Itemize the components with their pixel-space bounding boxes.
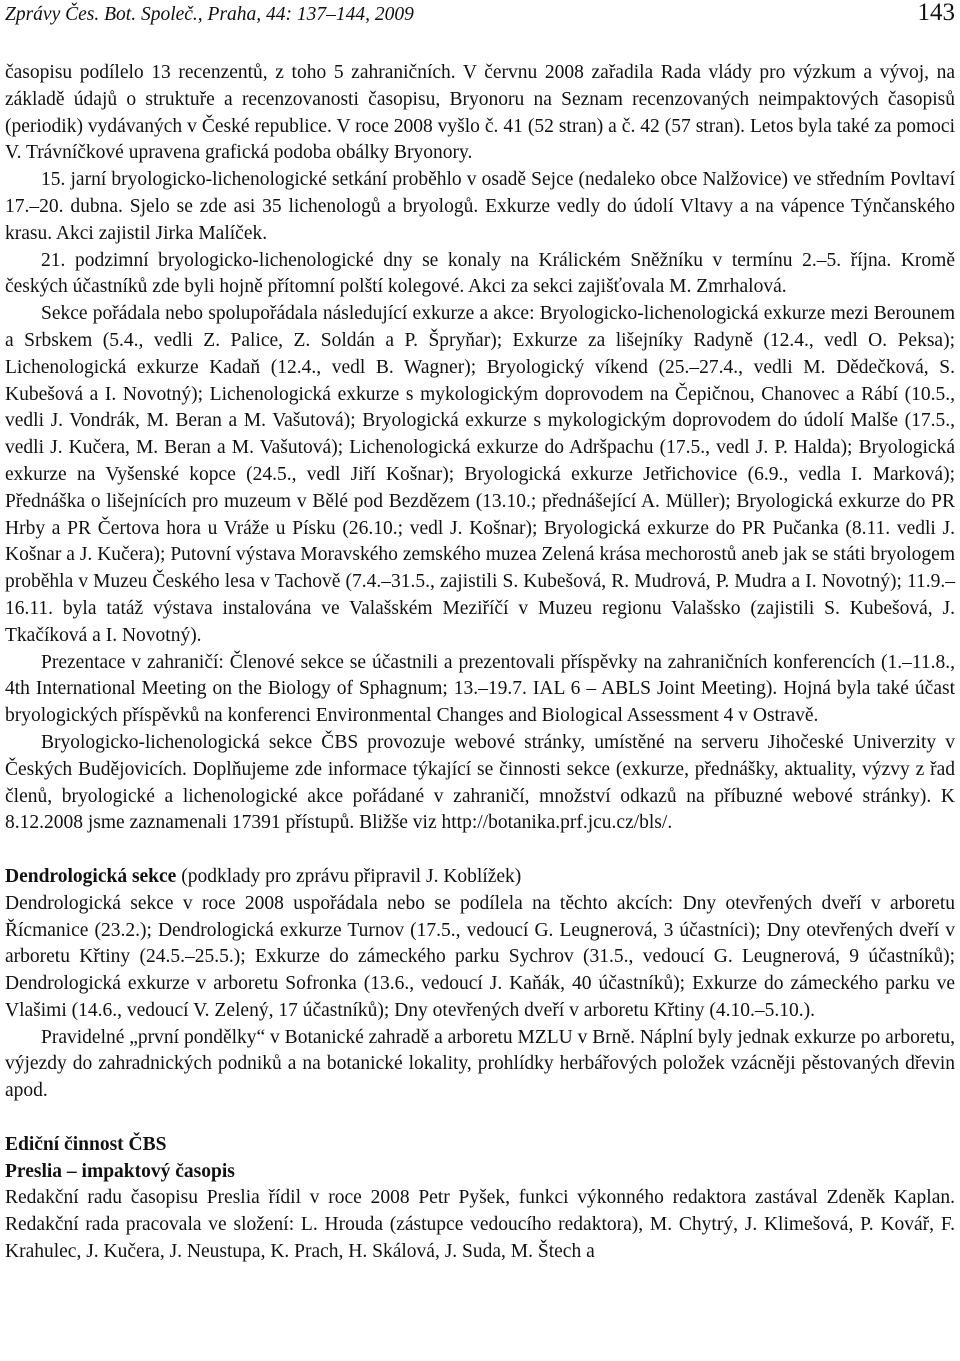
paragraph-website: Bryologicko-lichenologická sekce ČBS provozuje webové stránky, umístěné na serveru Jihočeské Univerzity v Českých Budějovicích. Doplňujeme zde informace týkající se činnosti sekce (exkurze, přednášky, aktuality, výzvy z řad členů, bryologické a lichenologické akce pořádané v zahraničí, množství odkazů na příbuzné webové stránky). K 8.12.2008 jsme zaznamenali 17391 přístupů. Bližše viz http://botanika.prf.jcu.cz/bls/. (5, 731, 955, 834)
paragraph-spring-meeting: 15. jarní bryologicko-lichenologické setkání proběhlo v osadě Sejce (nedaleko obce Nalžovice) ve středním Povltaví 17.–20. dubna. Sjelo se zde asi 35 lichenologů a bryologů. Exkurze vedly do údolí Vltavy a na vápence Týnčanského krasu. Akci zajistil Jirka Malíček. (5, 169, 955, 244)
page-number: 143 (917, 0, 955, 26)
paragraph-abroad: Prezentace v zahraničí: Členové sekce se účastnili a prezentovali příspěvky na zahraničních konferencích (1.–11.8., 4th International Meeting on the Biology of Sphagnum; 13.–19.7. IAL 6 – ABLS Joint Meeting). Hojná byla také účast bryologických příspěvků na konferenci Environmental Changes and Biological Assessment 4 v Ostravě. (5, 651, 955, 727)
paragraph-dendro-events: Dendrologická sekce v roce 2008 uspořádala nebo se podílela na těchto akcích: Dny otevřených dveří v arboretu Řícmanice (23.2.); Dendrologická exkurze Turnov (17.5., vedoucí G. Leugnerová, 3 účastníci); Dny otevřených dveří v arboretu Křtiny (24.5.–25.5.); Exkurze do zámeckého parku Sychrov (31.5., vedoucí G. Leugnerová, 9 účastníků); Dendrologická exkurze v arboretu Sofronka (13.6., vedoucí J. Kaňák, 40 účastníků); Exkurze do zámeckého parku ve Vlašimi (14.6., vedoucí V. Zelený, 17 účastníků); Dny otevřených dveří v arboretu Křtiny (4.10.–5.10.). (5, 892, 955, 1021)
paragraph-excursions: Sekce pořádala nebo spolupořádala následující exkurze a akce: Bryologicko-lichenologická exkurze mezi Berounem a Srbskem (5.4., vedli Z. Palice, Z. Soldán a P. Špryňar); Exkurze za lišejníky Radyně (12.4., vedl O. Peksa); Lichenologická exkurze Kadaň (12.4., vedl B. Wagner); Bryologický víkend (25.–27.4., vedli M. Dědečková, S. Kubešová a I. Novotný); Lichenologická exkurze s mykologickým doprovodem na Čepičnou, Chanovec a Rábí (10.5., vedli J. Vondrák, M. Beran a M. Vašutová); Bryologická exkurze s mykologickým doprovodem do údolí Malše (17.5., vedli J. Kučera, M. Beran a M. Vašutová); Lichenologická exkurze do Adršpachu (17.5., vedl J. P. Halda); Bryologická exkurze na Vyšenské kopce (24.5., vedl Jiří Košnar); Bryologická exkurze Jetřichovice (6.9., vedla I. Marková); Přednáška o lišejnících pro muzeum v Bělé pod Bezdězem (13.10.; přednášející A. Müller); Bryologická exkurze do PR Hrby a PR Čertova hora u Vráže u Písku (26.10.; vedl J. Košnar); Bryologická exkurze do PR Pučanka (8.11. vedli J. Košnar a J. Kučera); Putovní výstava Moravského zemského muzea Zelená krása mechorostů aneb jak se státi bryologem proběhla v Muzeu Českého lesa v Tachově (7.4.–31.5., zajistili S. Kubešová, R. Mudrová, P. Mudra a I. Novotný); 11.9.–16.11. byla tatáž výstava instalována ve Valašském Meziříčí v Muzeu regionu Valašsko (zajistili S. Kubešová, J. Tkačíková a I. Novotný). (5, 303, 955, 646)
edicni-heading: Ediční činnost ČBS (5, 1133, 167, 1155)
page-header (5, 0, 955, 46)
running-title: Zprávy Čes. Bot. Společ., Praha, 44: 137–144, 2009 (5, 4, 414, 25)
paragraph-preslia: Redakční radu časopisu Preslia řídil v roce 2008 Petr Pyšek, funkci výkonného redaktora zastával Zdeněk Kaplan. Redakční rada pracovala ve složení: L. Hrouda (zástupce vedoucího redaktora), M. Chytrý, J. Klimešová, P. Kovář, F. Krahulec, J. Kučera, J. Neustupa, K. Prach, H. Skálová, J. Suda, M. Štech a (5, 1187, 955, 1263)
page-body (5, 60, 955, 1266)
dendro-heading-note: (podklady pro zprávu připravil J. Koblížek) (176, 865, 522, 887)
paragraph-bryonora: časopisu podílelo 13 recenzentů, z toho 5 zahraničních. V červnu 2008 zařadila Rada vlády pro výzkum a vývoj, na základě údajů o struktuře a recenzovanosti časopisu, Bryonoru na Seznam recenzovaných neimpaktových časopisů (periodik) vydávaných v České republice. V roce 2008 vyšlo č. 41 (52 stran) a č. 42 (57 stran). Letos byla také za pomoci V. Trávníčkové upravena grafická podoba obálky Bryonory. (5, 62, 955, 164)
preslia-heading: Preslia – impaktový časopis (5, 1160, 235, 1182)
dendro-heading-line (5, 864, 955, 891)
spacer (5, 1105, 955, 1132)
paragraph-dendro-mondays: Pravidelné „první pondělky“ v Botanické zahradě a arboretu MZLU v Brně. Náplní byly jednak exkurze po arboretu, výjezdy do zahradnických podniků a na botanické lokality, prohlídky herbářových položek vzácněji pěstovaných dřevin apod. (5, 1026, 956, 1102)
spacer (5, 837, 955, 864)
paragraph-autumn-days: 21. podzimní bryologicko-lichenologické dny se konaly na Králickém Sněžníku v termínu 2.–5. října. Kromě českých účastníků zde byli hojně přítomní polští kolegové. Akci za sekci zajišťovala M. Zmrhalová. (5, 249, 955, 298)
dendro-heading: Dendrologická sekce (5, 865, 177, 887)
